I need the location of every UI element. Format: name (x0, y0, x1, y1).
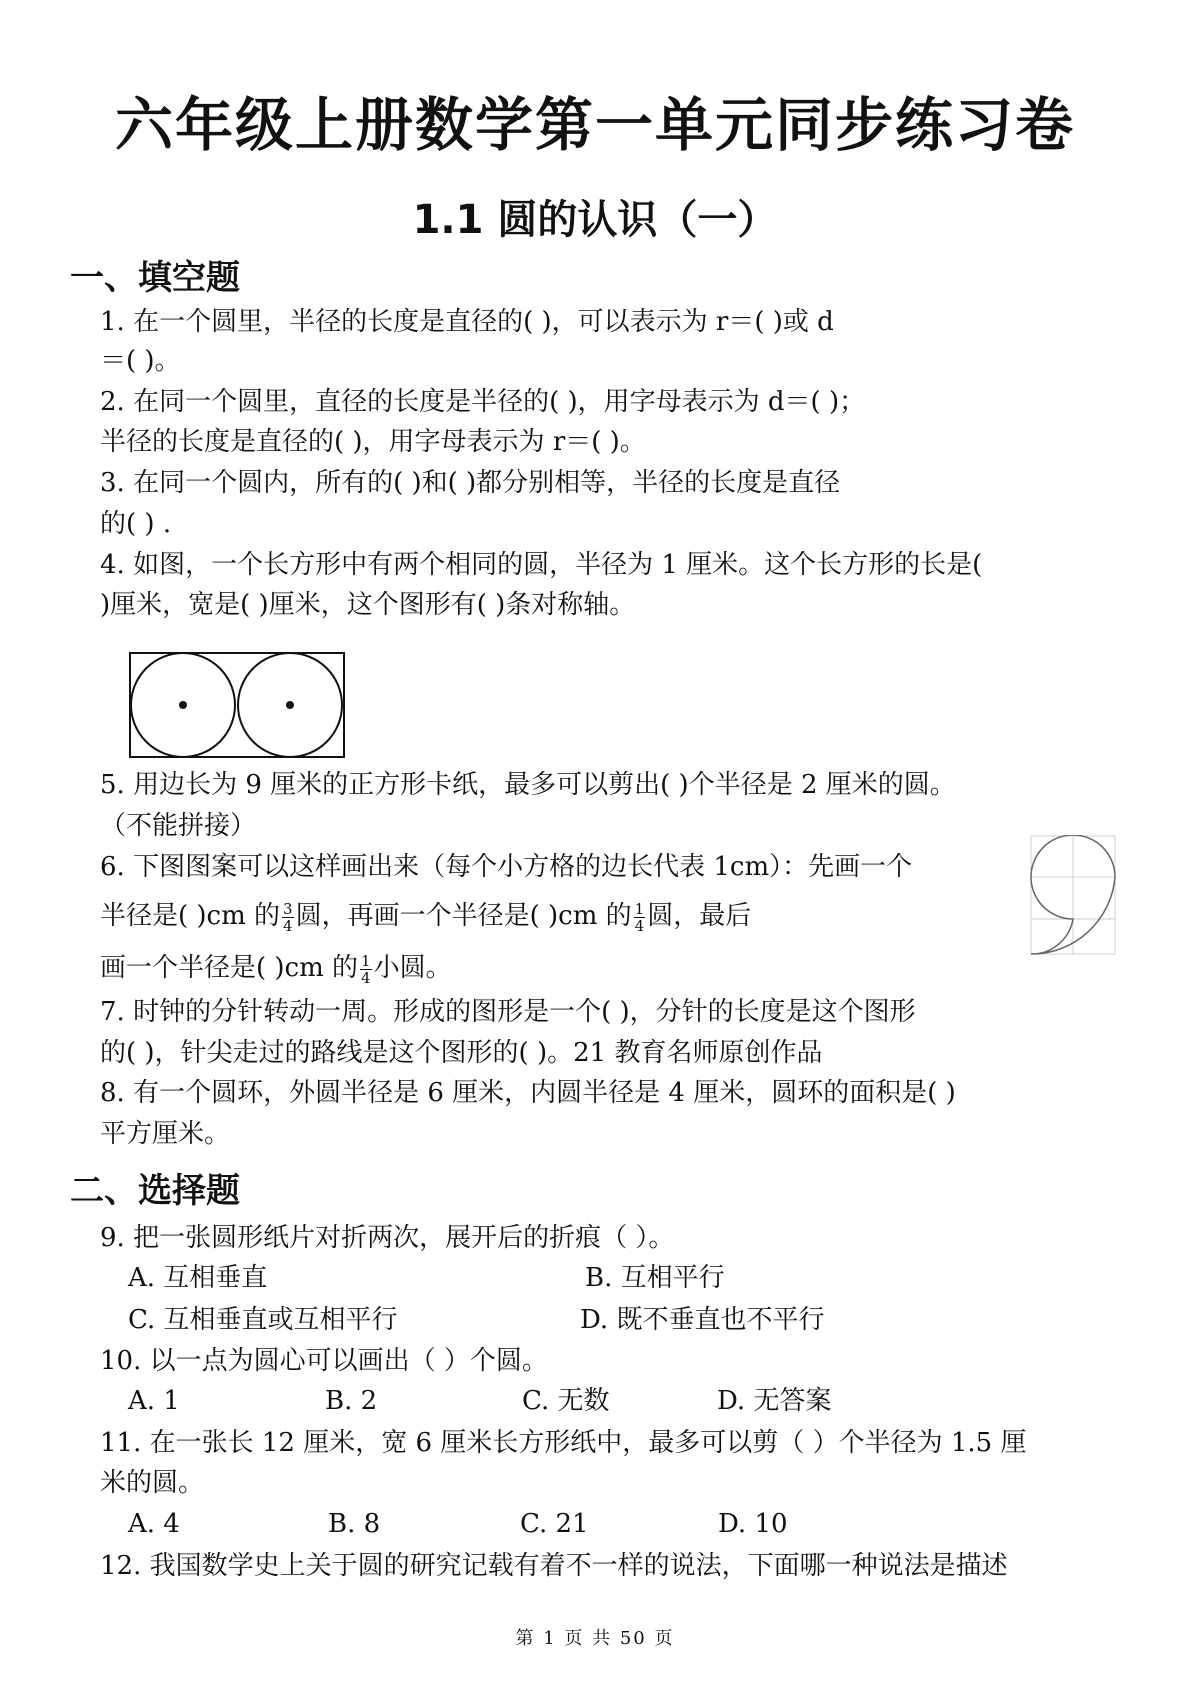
q6-line2-part2: 圆，再画一个半径是( )cm 的 (295, 901, 632, 931)
q3-line2: 的( ) . (100, 509, 172, 539)
q2-line2: 半径的长度是直径的( )，用字母表示为 r＝( )。 (100, 427, 646, 457)
q11-line1: 11. 在一张长 12 厘米，宽 6 厘米长方形纸中，最多可以剪（ ）个半径为 1.5 厘 (100, 1428, 1027, 1458)
q6-line3 (100, 948, 1000, 988)
q10-option-c: C. 无数 (522, 1386, 610, 1416)
fraction-three-quarters: $\frac{3}{4}$ (283, 899, 293, 935)
q9-option-b: B. 互相平行 (585, 1263, 725, 1293)
q6-spiral-grid-figure (1030, 835, 1116, 955)
page-subtitle: 1.1 圆的认识（一） (412, 197, 778, 243)
q4-line1: 4. 如图，一个长方形中有两个相同的圆，半径为 1 厘米。这个长方形的长是( (100, 550, 983, 580)
fraction-one-quarter-small: $\frac{1}{4}$ (361, 951, 371, 987)
q6-line2 (100, 896, 1000, 936)
q11-line2: 米的圆。 (100, 1468, 205, 1498)
q10-option-a: A. 1 (128, 1386, 180, 1416)
q9-option-c: C. 互相垂直或互相平行 (128, 1305, 398, 1335)
section-fill-blank-heading: 一、填空题 (70, 258, 240, 298)
q2-line1: 2. 在同一个圆里，直径的长度是半径的( )，用字母表示为 d＝( )； (100, 387, 866, 417)
q9-stem: 9. 把一张圆形纸片对折两次，展开后的折痕（ ）。 (100, 1223, 675, 1253)
q7-line2: 的( )，针尖走过的路线是这个图形的( )。21 教育名师原创作品 (100, 1038, 823, 1068)
q11-option-b: B. 8 (328, 1509, 381, 1539)
q11-option-a: A. 4 (128, 1509, 180, 1539)
fraction-one-quarter: $\frac{1}{4}$ (634, 899, 645, 935)
q6-line3-part1: 画一个半径是( )cm 的 (100, 953, 359, 983)
q12-line1: 12. 我国数学史上关于圆的研究记载有着不一样的说法，下面哪一种说法是描述 (100, 1551, 1008, 1581)
page-footer-page-number: 第 1 页 共 50 页 (515, 1628, 675, 1649)
q3-line1: 3. 在同一个圆内，所有的( )和( )都分别相等，半径的长度是直径 (100, 468, 841, 498)
q6-line2-part3: 圆，最后 (647, 901, 752, 931)
q8-line1: 8. 有一个圆环，外圆半径是 6 厘米，内圆半径是 4 厘米，圆环的面积是( ) (100, 1078, 956, 1108)
figure-center-dot-right (286, 701, 294, 709)
q10-option-b: B. 2 (325, 1386, 378, 1416)
q4-line2: )厘米，宽是( )厘米，这个图形有( )条对称轴。 (100, 590, 636, 620)
q8-line2: 平方厘米。 (100, 1119, 231, 1149)
q1-line1: 1. 在一个圆里，半径的长度是直径的( )，可以表示为 r＝( )或 d (100, 307, 834, 337)
q6-line2-part1: 半径是( )cm 的 (100, 901, 281, 931)
figure-center-dot-left (179, 701, 187, 709)
q7-line1: 7. 时钟的分针转动一周。形成的图形是一个( )，分针的长度是这个图形 (100, 997, 916, 1027)
q10-option-d: D. 无答案 (717, 1386, 832, 1416)
q5-line2: （不能拼接） (100, 811, 257, 841)
q6-line1: 6. 下图图案可以这样画出来（每个小方格的边长代表 1cm）：先画一个 (100, 852, 913, 882)
q10-stem: 10. 以一点为圆心可以画出（ ）个圆。 (100, 1346, 548, 1376)
section-multiple-choice-heading: 二、选择题 (70, 1171, 240, 1211)
q5-line1: 5. 用边长为 9 厘米的正方形卡纸，最多可以剪出( )个半径是 2 厘米的圆。 (100, 770, 956, 800)
q9-option-d: D. 既不垂直也不平行 (580, 1305, 825, 1335)
q11-option-d: D. 10 (718, 1509, 788, 1539)
q1-line2: ＝( )。 (100, 346, 181, 376)
page-title: 六年级上册数学第一单元同步练习卷 (114, 91, 1075, 159)
q9-option-a: A. 互相垂直 (128, 1263, 268, 1293)
q11-option-c: C. 21 (520, 1509, 589, 1539)
q4-rectangle-two-circles-figure (128, 650, 348, 760)
q6-line3-part2: 小圆。 (373, 953, 452, 983)
